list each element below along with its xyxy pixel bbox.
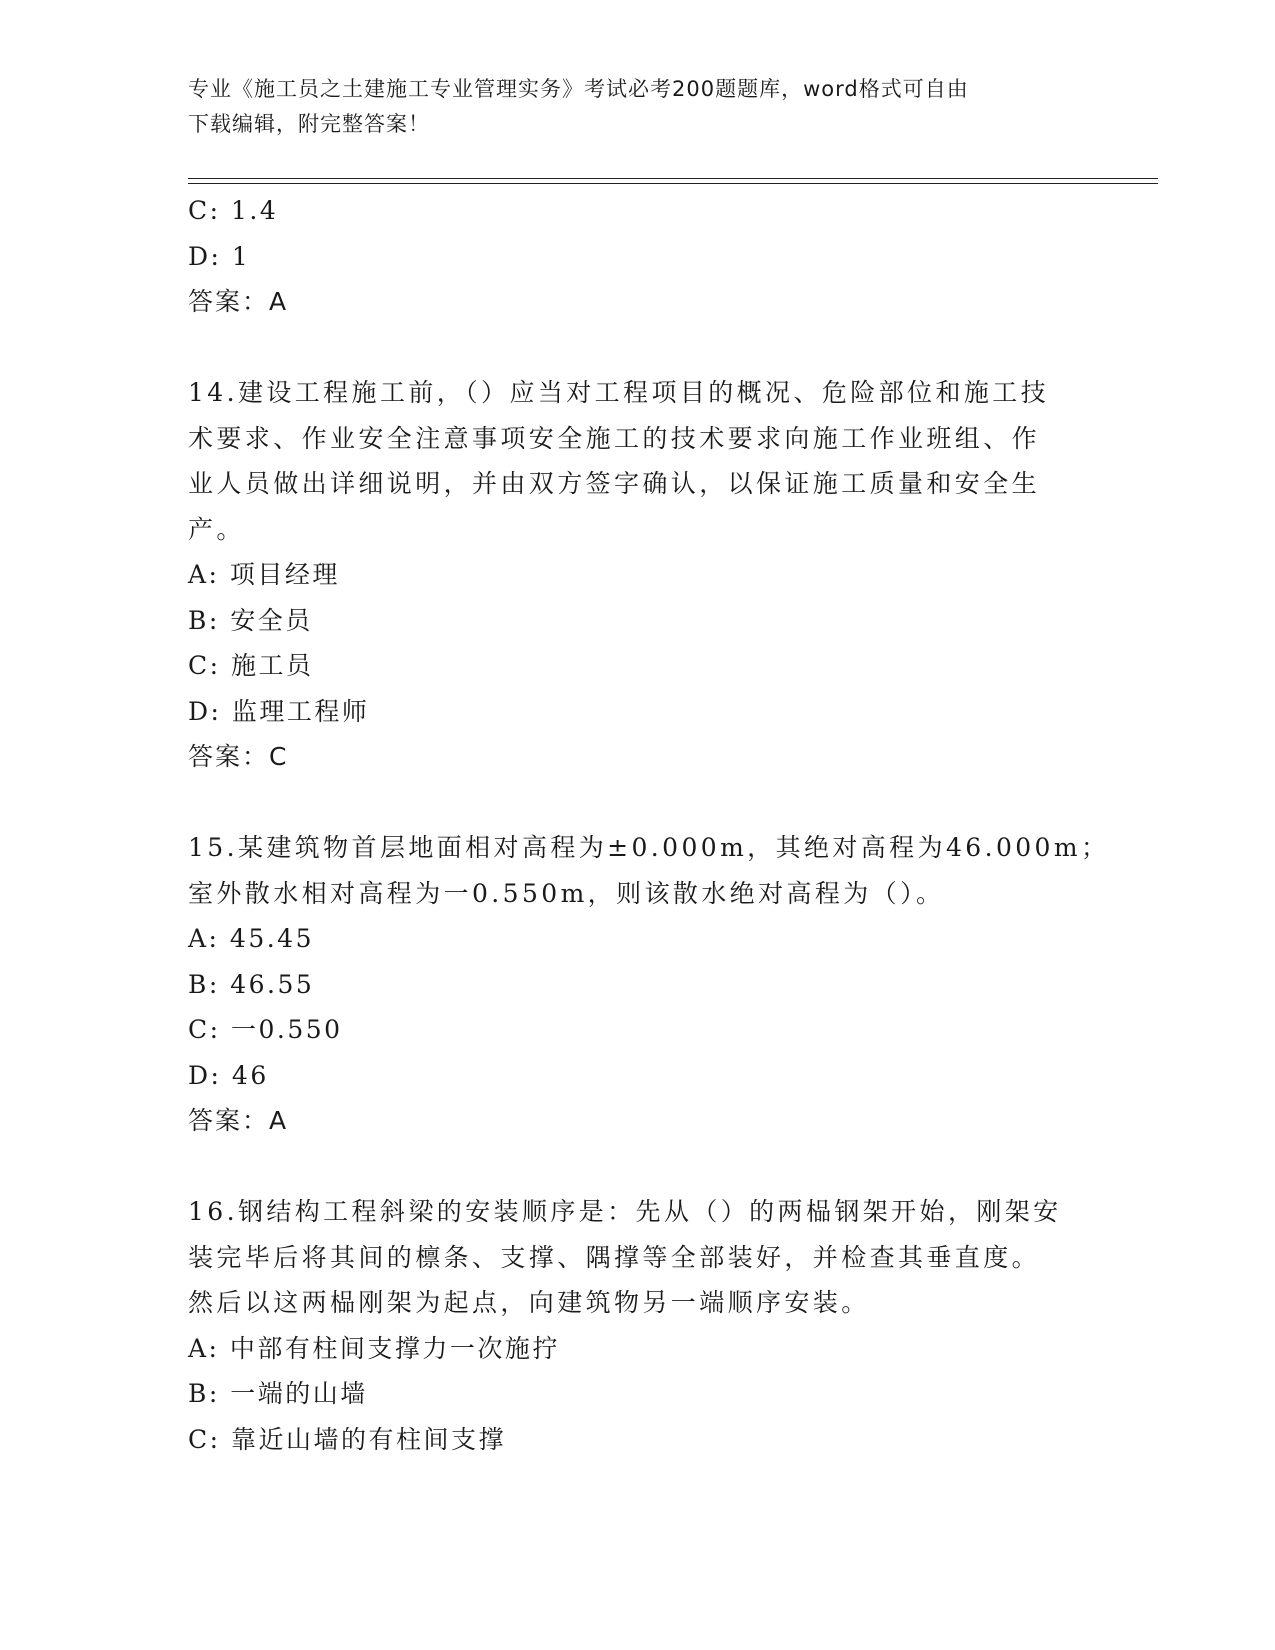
spacer — [188, 780, 1088, 826]
option-c: C: 一0.550 — [188, 1015, 343, 1044]
option-a: A: 中部有柱间支撑力一次施拧 — [188, 1333, 560, 1363]
question-text-line: 然后以这两榀刚架为起点，向建筑物另一端顺序安装。 — [188, 1288, 870, 1317]
question-text-line: 15.某建筑物首层地面相对高程为±0.000m，其绝对高程为46.000m； — [188, 833, 1110, 862]
question-15-text — [188, 825, 1110, 916]
answer-line: 答案：A — [188, 1106, 289, 1135]
question-14-text — [188, 370, 1088, 552]
question-text-line: 16.钢结构工程斜梁的安装顺序是：先从（）的两榀钢架开始，刚架安 — [188, 1197, 1062, 1226]
answer-line: 答案：A — [188, 287, 289, 316]
header-line-2: 下载编辑，附完整答案！ — [188, 112, 430, 136]
question-text-line: 产。 — [188, 514, 245, 544]
spacer — [188, 325, 1088, 371]
option-a: A: 项目经理 — [188, 560, 340, 589]
header-line-1: 专业《施工员之土建施工专业管理实务》考试必考200题题库，word格式可自由 — [188, 77, 969, 101]
option-b: B: 46.55 — [188, 969, 315, 999]
option-c: C: 靠近山墙的有柱间支撑 — [188, 1424, 506, 1454]
option-d: D: 监理工程师 — [188, 696, 370, 726]
question-text-line: 14.建设工程施工前，（）应当对工程项目的概况、危险部位和施工技 — [188, 378, 1050, 407]
option-c: C: 1.4 — [188, 196, 279, 225]
question-16-text — [188, 1189, 1088, 1326]
question-text-line: 装完毕后将其间的檩条、支撑、隅撑等全部装好，并检查其垂直度。 — [188, 1242, 1041, 1272]
question-text-line: 业人员做出详细说明，并由双方签字确认，以保证施工质量和安全生 — [188, 469, 1041, 498]
answer-line: 答案：C — [188, 742, 289, 771]
option-b: B: 安全员 — [188, 605, 313, 635]
option-d: D: 1 — [188, 241, 251, 271]
question-content — [188, 188, 1110, 1462]
page-header — [188, 72, 1068, 142]
question-text-line: 室外散水相对高程为一0.550m，则该散水绝对高程为（）。 — [188, 878, 945, 908]
header-divider-bottom — [188, 183, 1158, 184]
option-d: D: 46 — [188, 1060, 269, 1090]
option-c: C: 施工员 — [188, 651, 314, 680]
question-text-line: 术要求、作业安全注意事项安全施工的技术要求向施工作业班组、作 — [188, 423, 1041, 453]
spacer — [188, 1144, 1088, 1190]
option-b: B: 一端的山墙 — [188, 1379, 368, 1408]
header-divider-top — [188, 178, 1158, 179]
option-a: A: 45.45 — [188, 924, 314, 953]
